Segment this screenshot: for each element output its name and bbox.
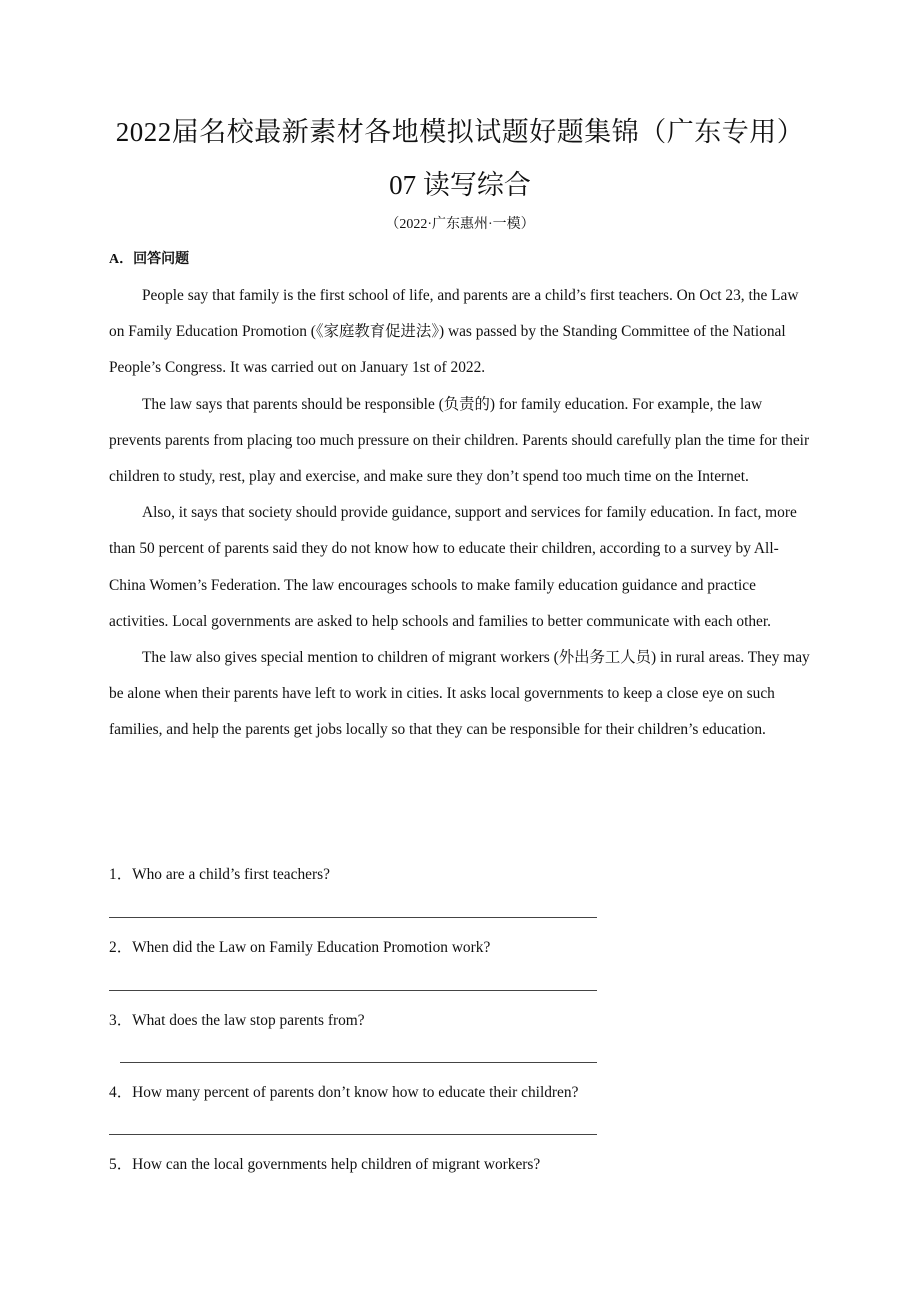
reading-passage [109, 278, 814, 749]
answer-line-2[interactable] [109, 990, 597, 991]
document-subtitle: 07 读写综合 [389, 170, 531, 200]
question-2: 2．When did the Law on Family Education Promotion work? [109, 939, 491, 956]
exam-source: （2022·广东惠州·一模） [385, 217, 535, 232]
question-3: 3．What does the law stop parents from? [109, 1012, 365, 1029]
answer-line-1[interactable] [109, 917, 597, 918]
passage-paragraph-3: Also, it says that society should provide guidance, support and services for family education. In fact, more than 50 percent of parents said they do not know how to educate their children, according to a survey by All-China Women’s Federation. The law encourages schools to make family education guidance and practice activities. Local governments are asked to help schools and families to better communicate with each other. [109, 504, 797, 630]
passage-paragraph-4: The law also gives special mention to children of migrant workers (外出务工人员) in rural areas. They may be alone when their parents have left to work in cities. It asks local governments to keep a close eye on such families, and help the parents get jobs locally so that they can be responsible for their children’s education. [109, 649, 810, 739]
question-5: 5．How can the local governments help children of migrant workers? [109, 1156, 541, 1173]
section-a-heading: A．回答问题 [109, 252, 190, 267]
passage-paragraph-1: People say that family is the first school of life, and parents are a child’s first teachers. On Oct 23, the Law on Family Education Promotion (《家庭教育促进法》) was passed by the Standing Committee of the National People’s Congress. It was carried out on January 1st of 2022. [109, 287, 799, 377]
document-title: 2022届名校最新素材各地模拟试题好题集锦（广东专用） [115, 117, 805, 147]
question-4: 4．How many percent of parents don’t know how to educate their children? [109, 1084, 579, 1101]
answer-line-3[interactable] [120, 1062, 597, 1063]
answer-line-4[interactable] [109, 1134, 597, 1135]
question-1: 1．Who are a child’s first teachers? [109, 866, 330, 883]
passage-paragraph-2: The law says that parents should be responsible (负责的) for family education. For example, the law prevents parents from placing too much pressure on their children. Parents should carefully plan the time for their children to study, rest, play and exercise, and make sure they don’t spend too much time on the Internet. [109, 395, 810, 486]
